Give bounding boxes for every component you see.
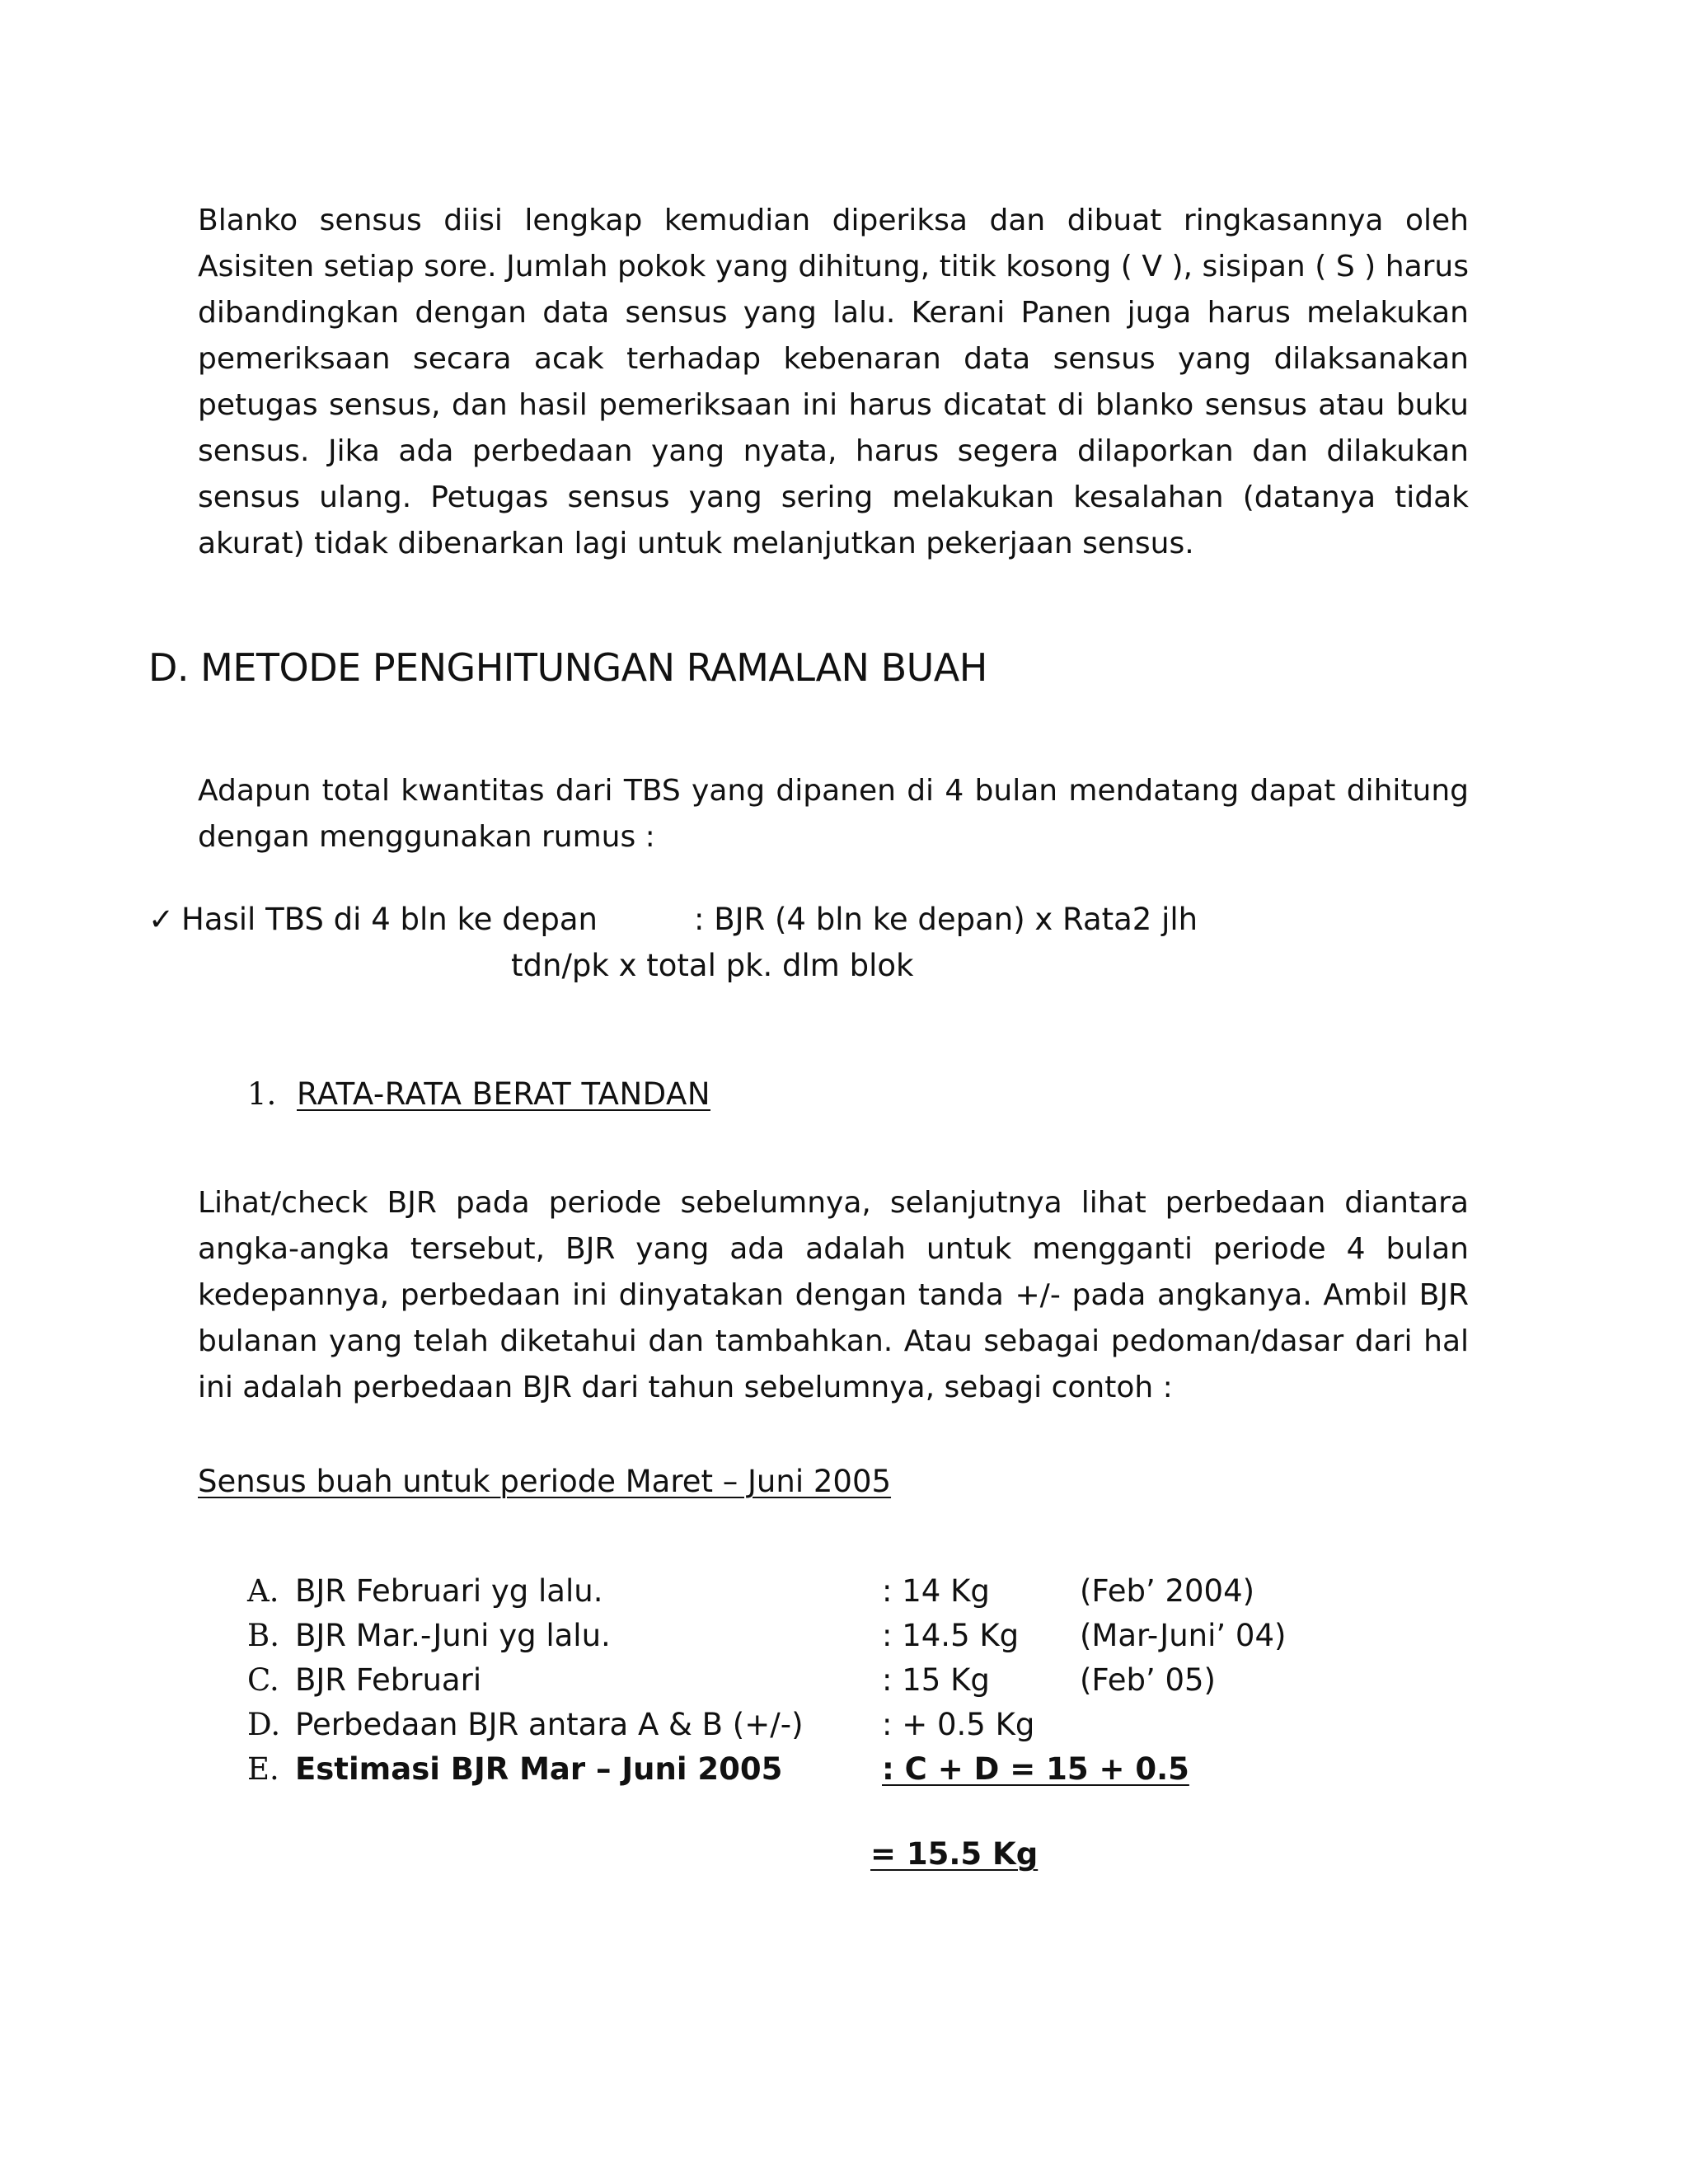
paragraph-census-procedure: Blanko sensus diisi lengkap kemudian diperiksa dan dibuat ringkasannya oleh Asisiten setiap sore. Jumlah pokok yang dihitung, titik kosong ( V ), sisipan ( S ) harus dibandingkan dengan data sensus yang lalu. Kerani Panen juga harus melakukan pemeriksaan secara acak terhadap kebenaran data sensus yang dilaksanakan petugas sensus, dan hasil pemeriksaan ini harus dicatat di blanko sensus atau buku sensus. Jika ada perbedaan yang nyata, harus segera dilaporkan dan dilakukan sensus ulang. Petugas sensus yang sering melakukan kesalahan (datanya tidak akurat) tidak dibenarkan lagi untuk melanjutkan pekerjaan sensus. — [198, 204, 1469, 560]
list-item-letter: A. — [247, 1573, 279, 1609]
list-item-value: : 14 Kg — [882, 1573, 990, 1609]
subsection-title: RATA-RATA BERAT TANDAN — [297, 1076, 710, 1112]
list-item-value: : + 0.5 Kg — [882, 1707, 1035, 1742]
list-item-value: : 14.5 Kg — [882, 1618, 1020, 1653]
paragraph-formula-intro: Adapun total kwantitas dari TBS yang dipanen di 4 bulan mendatang dapat dihitung dengan menggunakan rumus : — [198, 774, 1469, 854]
estimate-result: = 15.5 Kg — [870, 1836, 1039, 1872]
list-item-note: (Feb’ 2004) — [1080, 1573, 1255, 1609]
list-item-description: Estimasi BJR Mar – Juni 2005 — [295, 1751, 783, 1787]
list-item-value: : C + D = 15 + 0.5 — [882, 1751, 1189, 1787]
list-item-description: BJR Mar.-Juni yg lalu. — [295, 1618, 611, 1653]
list-item-note: (Feb’ 05) — [1080, 1662, 1216, 1698]
subsection-number: 1. — [247, 1076, 277, 1112]
list-item-value: : 15 Kg — [882, 1662, 990, 1698]
list-item-description: BJR Februari yg lalu. — [295, 1573, 603, 1609]
formula-expression-line2: tdn/pk x total pk. dlm blok — [511, 948, 914, 983]
section-heading: D. METODE PENGHITUNGAN RAMALAN BUAH — [148, 645, 987, 690]
list-item-letter: D. — [247, 1707, 281, 1742]
formula-label: Hasil TBS di 4 bln ke depan — [181, 902, 598, 937]
checkmark-icon: ✓ — [148, 902, 175, 937]
paragraph-bjr-explanation: Lihat/check BJR pada periode sebelumnya, selanjutnya lihat perbedaan diantara angka-angka tersebut, BJR yang ada adalah untuk mengganti periode 4 bulan kedepannya, perbedaan ini dinyatakan dengan tanda +/- pada angkanya. Ambil BJR bulanan yang telah diketahui dan tambahkan. Atau sebagai pedoman/dasar dari hal ini adalah perbedaan BJR dari tahun sebelumnya, sebagi contoh : — [198, 1186, 1469, 1404]
list-item-description: Perbedaan BJR antara A & B (+/-) — [295, 1707, 804, 1742]
list-item-letter: C. — [247, 1662, 279, 1698]
list-item-description: BJR Februari — [295, 1662, 482, 1698]
formula-block — [148, 897, 1198, 983]
subsection-heading — [247, 1071, 710, 1118]
formula-expression-line1: : BJR (4 bln ke depan) x Rata2 jlh — [694, 902, 1198, 937]
list-item-letter: E. — [247, 1751, 279, 1787]
list-item-note: (Mar-Juni’ 04) — [1080, 1618, 1287, 1653]
sensus-period-title: Sensus buah untuk periode Maret – Juni 2005 — [198, 1464, 892, 1499]
list-item-letter: B. — [247, 1618, 279, 1653]
